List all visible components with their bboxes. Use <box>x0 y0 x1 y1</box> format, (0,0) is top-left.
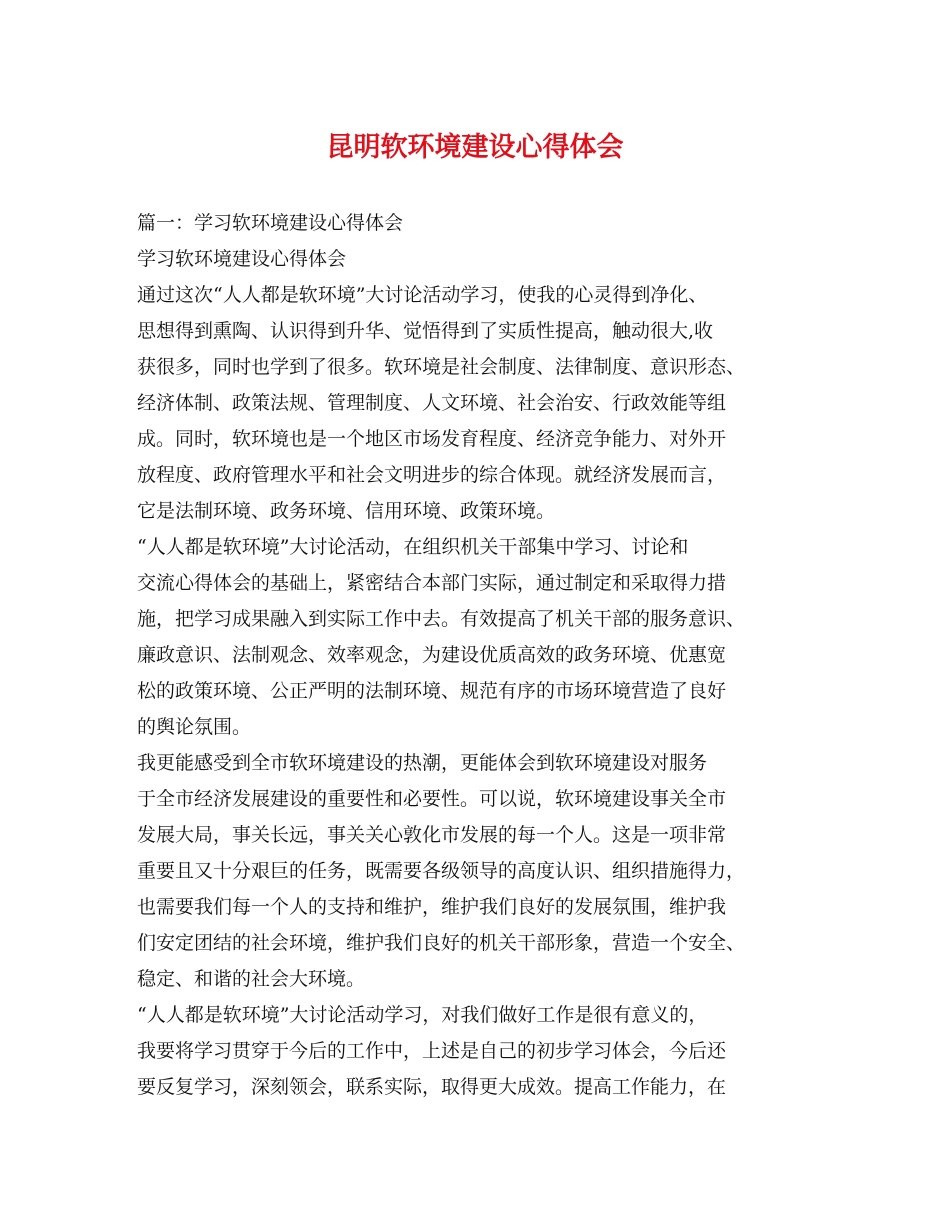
text-line: 于全市经济发展建设的重要性和必要性。可以说，软环境建设事关全市 <box>137 788 727 810</box>
text-line: 成。同时，软环境也是一个地区市场发育程度、经济竞争能力、对外开 <box>137 428 727 450</box>
text-line: 放程度、政府管理水平和社会文明进步的综合体现。就经济发展而言， <box>137 464 727 486</box>
text-line: 施，把学习成果融入到实际工作中去。有效提高了机关干部的服务意识、 <box>137 608 746 630</box>
text-line: 通过这次“人人都是软环境”大讨论活动学习，使我的心灵得到净化、 <box>137 284 708 306</box>
text-line: 发展大局，事关长远，事关关心敦化市发展的每一个人。这是一项非常 <box>137 824 727 846</box>
text-line: 我更能感受到全市软环境建设的热潮，更能体会到软环境建设对服务 <box>137 752 708 774</box>
text-line: 要反复学习，深刻领会，联系实际，取得更大成效。提高工作能力，在 <box>137 1076 727 1098</box>
text-line: 它是法制环境、政务环境、信用环境、政策环境。 <box>137 500 556 522</box>
text-line: 松的政策环境、公正严明的法制环境、规范有序的市场环境营造了良好 <box>137 680 727 702</box>
text-line: 我要将学习贯穿于今后的工作中，上述是自己的初步学习体会，今后还 <box>137 1040 727 1062</box>
text-line: 的舆论氛围。 <box>137 716 252 738</box>
text-line: 廉政意识、法制观念、效率观念，为建设优质高效的政务环境、优惠宽 <box>137 644 727 666</box>
text-line: 们安定团结的社会环境，维护我们良好的机关干部形象，营造一个安全、 <box>137 932 746 954</box>
text-line: “人人都是软环境”大讨论活动学习，对我们做好工作是很有意义的， <box>137 1004 708 1026</box>
document-body <box>137 205 827 1105</box>
text-line: 思想得到熏陶、认识得到升华、觉悟得到了实质性提高，触动很大,收 <box>137 320 714 342</box>
text-line: 学习软环境建设心得体会 <box>137 248 347 270</box>
text-line: 篇一：学习软环境建设心得体会 <box>137 212 404 234</box>
text-line: “人人都是软环境”大讨论活动，在组织机关干部集中学习、讨论和 <box>137 536 689 558</box>
text-line: 交流心得体会的基础上，紧密结合本部门实际，通过制定和采取得力措 <box>137 572 727 594</box>
text-line: 经济体制、政策法规、管理制度、人文环境、社会治安、行政效能等组 <box>137 392 727 414</box>
text-line: 也需要我们每一个人的支持和维护，维护我们良好的发展氛围，维护我 <box>137 896 727 918</box>
document-title: 昆明软环境建设心得体会 <box>326 132 624 163</box>
text-line: 稳定、和谐的社会大环境。 <box>137 968 366 990</box>
text-line: 获很多，同时也学到了很多。软环境是社会制度、法律制度、意识形态、 <box>137 356 746 378</box>
text-line: 重要且又十分艰巨的任务，既需要各级领导的高度认识、组织措施得力， <box>137 860 746 882</box>
